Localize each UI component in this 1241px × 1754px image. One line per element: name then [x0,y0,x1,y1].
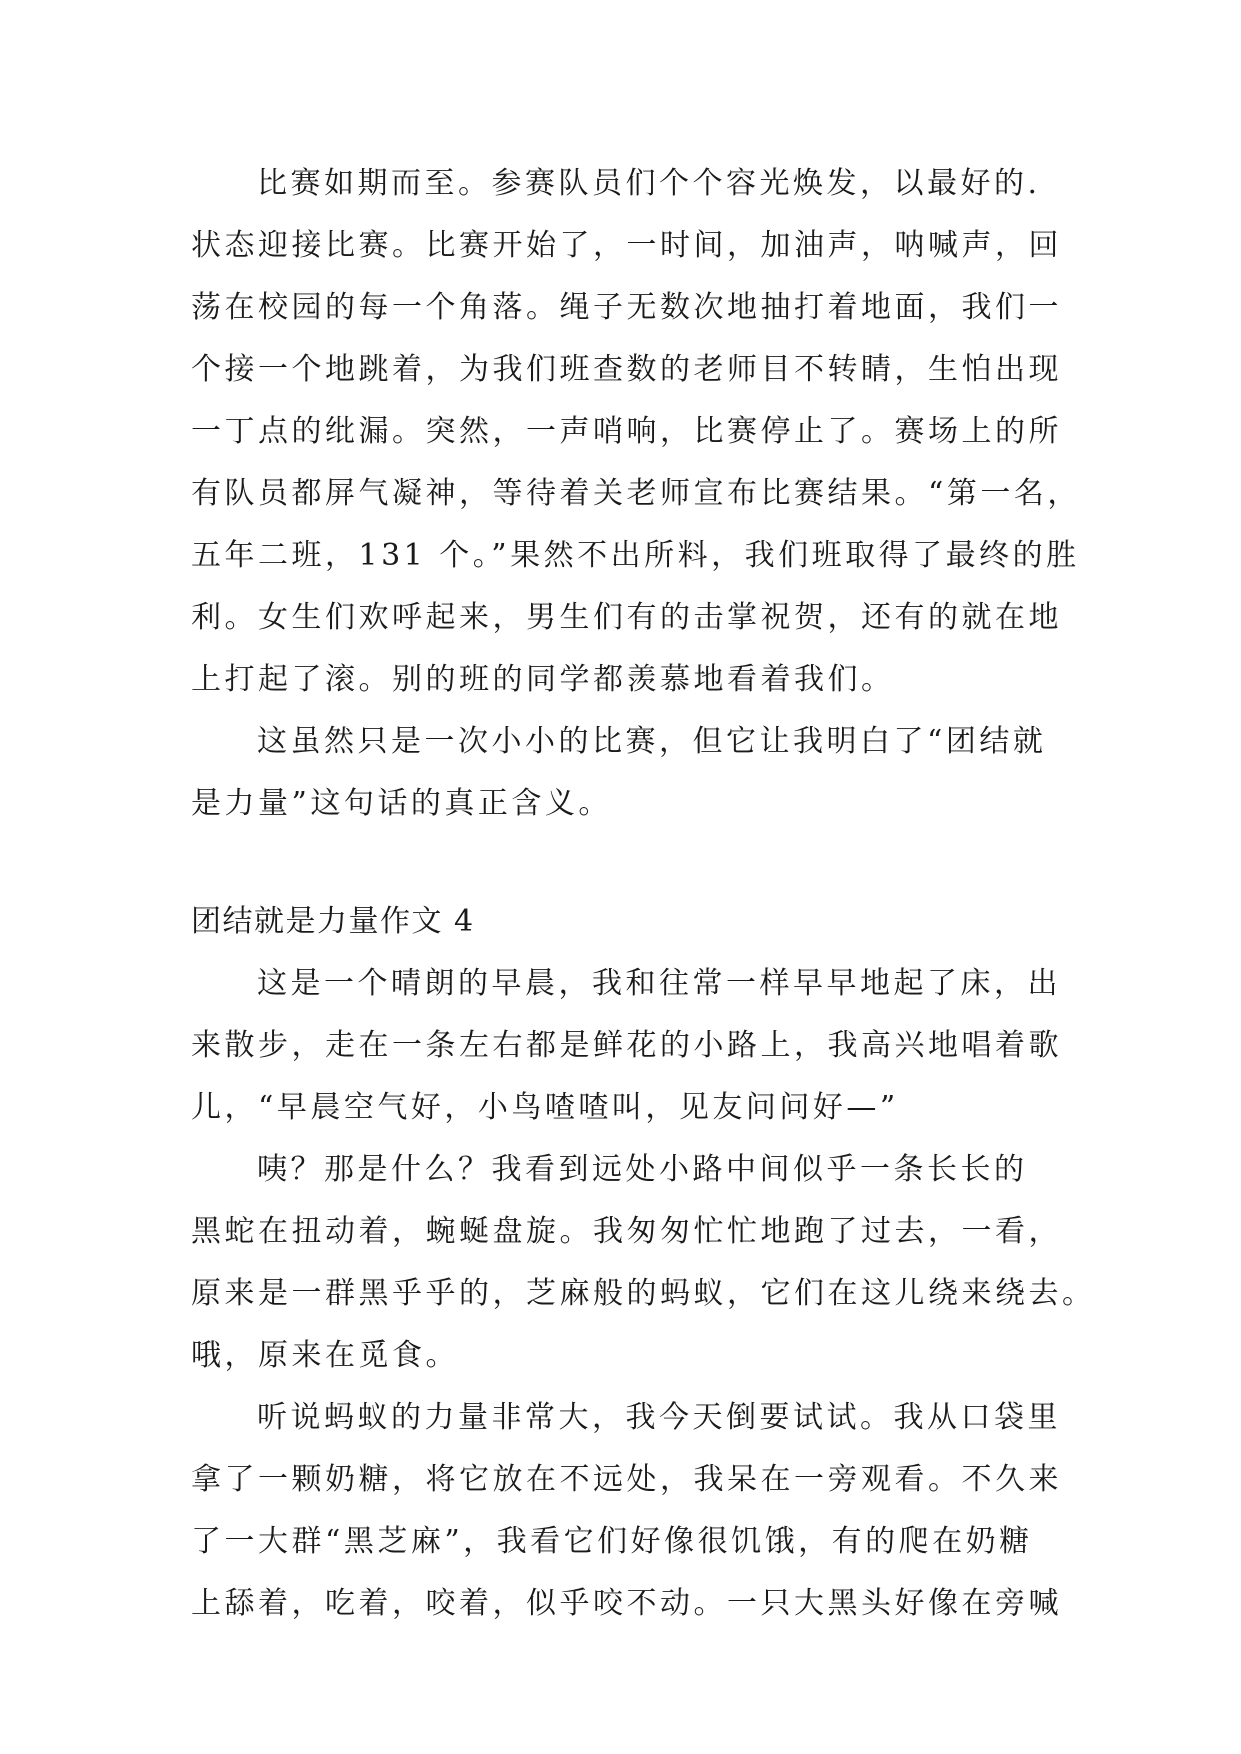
text-line: 一丁点的纰漏。突然，一声哨响，比赛停止了。赛场上的所 [191,414,1062,449]
section-heading: 团结就是力量作文 4 [191,904,475,939]
text-line: 哦，原来在觅食。 [191,1338,459,1373]
text-line: 黑蛇在扭动着，蜿蜒盘旋。我匆匆忙忙地跑了过去，一看， [191,1214,1062,1249]
text-line: 比赛如期而至。参赛队员们个个容光焕发，以最好的. [257,166,1041,201]
text-line: 了一大群“黑芝麻”，我看它们好像很饥饿，有的爬在奶糖 [191,1524,1033,1559]
text-line: 这虽然只是一次小小的比赛，但它让我明白了“团结就 [257,724,1047,759]
text-line: 荡在校园的每一个角落。绳子无数次地抽打着地面，我们一 [191,290,1062,325]
text-line: 来散步，走在一条左右都是鲜花的小路上，我高兴地唱着歌 [191,1028,1062,1063]
text-line: 听说蚂蚁的力量非常大，我今天倒要试试。我从口袋里 [257,1400,1061,1435]
text-line: 利。女生们欢呼起来，男生们有的击掌祝贺，还有的就在地 [191,600,1062,635]
text-line: 有队员都屏气凝神，等待着关老师宣布比赛结果。“第一名， [191,476,1081,511]
text-line: 原来是一群黑乎乎的，芝麻般的蚂蚁，它们在这儿绕来绕去。 [191,1276,1096,1311]
text-line: 拿了一颗奶糖，将它放在不远处，我呆在一旁观看。不久来 [191,1462,1062,1497]
text-line: 上舔着，吃着，咬着，似乎咬不动。一只大黑头好像在旁喊 [191,1586,1062,1621]
text-line: 上打起了滚。别的班的同学都羡慕地看着我们。 [191,662,895,697]
text-line: 是力量”这句话的真正含义。 [191,786,612,821]
text-line: 儿，“早晨空气好，小鸟喳喳叫，见友问问好—” [191,1090,899,1125]
text-line: 五年二班，131 个。”果然不出所料，我们班取得了最终的胜 [191,538,1080,573]
text-line: 个接一个地跳着，为我们班查数的老师目不转睛，生怕出现 [191,352,1062,387]
text-line: 咦？那是什么？我看到远处小路中间似乎一条长长的 [257,1152,1028,1187]
text-line: 状态迎接比赛。比赛开始了，一时间，加油声，呐喊声，回 [191,228,1062,263]
text-line: 这是一个晴朗的早晨，我和往常一样早早地起了床，出 [257,966,1061,1001]
